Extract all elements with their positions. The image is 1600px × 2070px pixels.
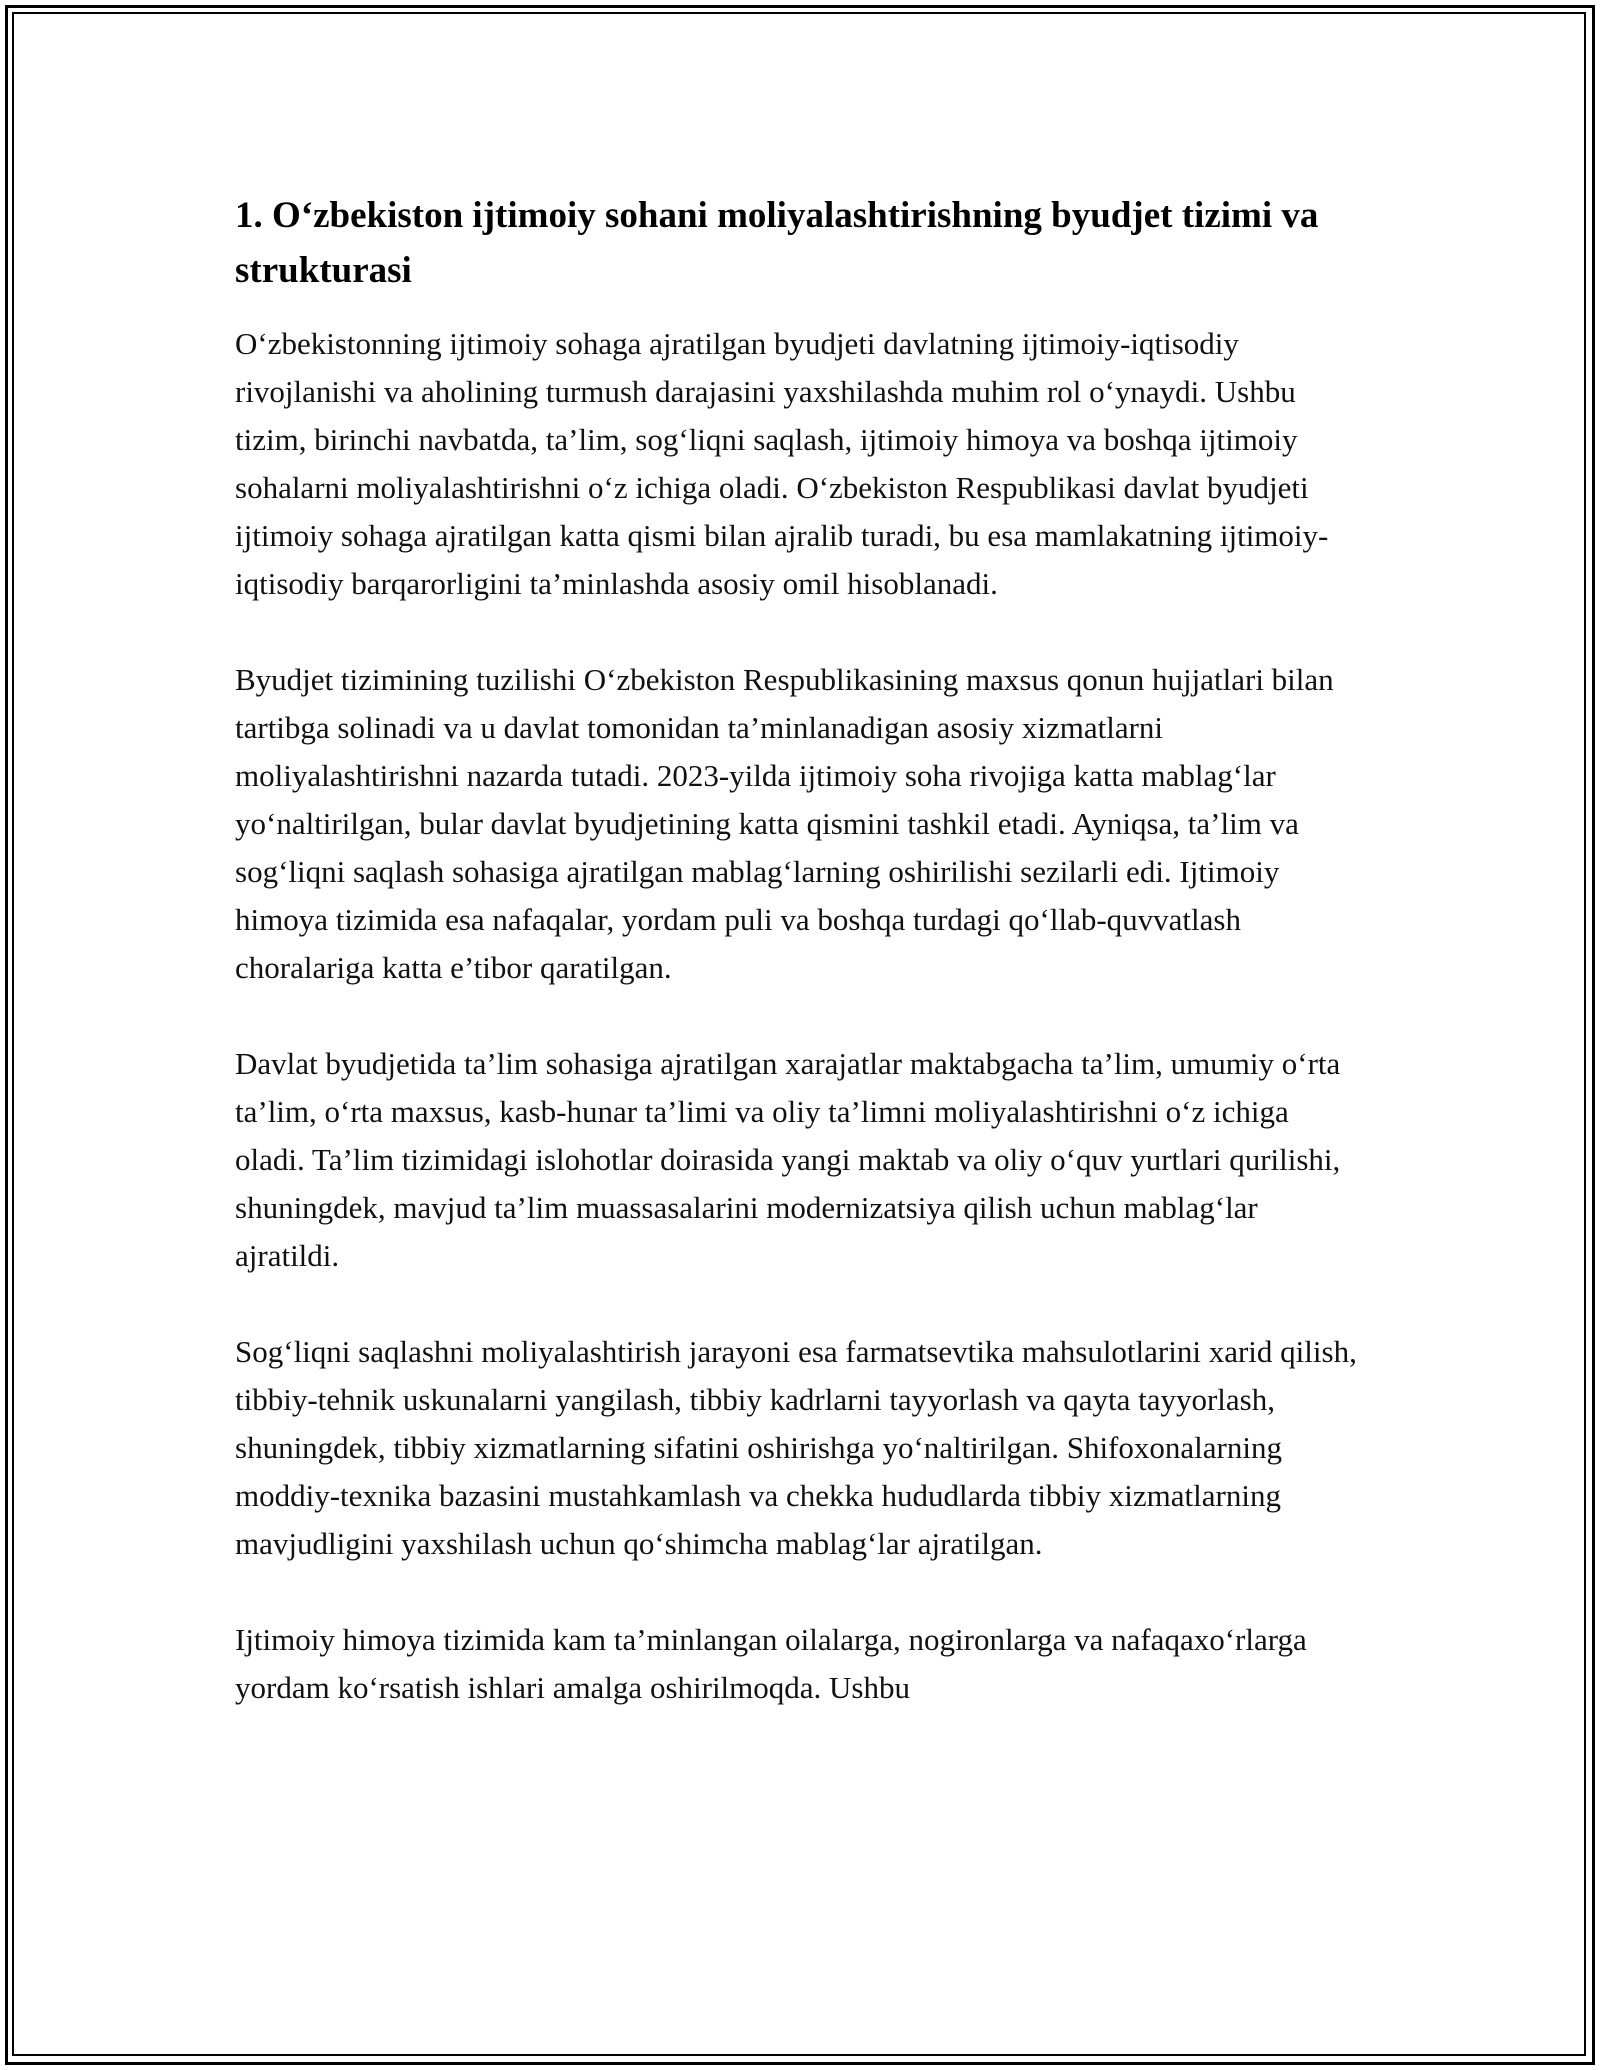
section-heading: 1. O‘zbekiston ijtimoiy sohani moliyalashtirishning byudjet tizimi va strukturasi xyxy=(235,195,1319,291)
paragraph-4: Sog‘liqni saqlashni moliyalashtirish jarayoni esa farmatsevtika mahsulotlarini xarid qilish, tibbiy-tehnik uskunalarni yangilash, tibbiy kadrlarni tayyorlash va qayta tayyorlash, shuningdek, tibbiy xizmatlarning sifatini oshirishga yo‘naltirilgan. Shifoxonalarning moddiy-texnika bazasini mustahkamlash va chekka hududlarda tibbiy xizmatlarning mavjudligini yaxshilash uchun qo‘shimcha mablag‘lar ajratilgan. xyxy=(235,1334,1357,1561)
paragraph-2: Byudjet tizimining tuzilishi O‘zbekiston Respublikasining maxsus qonun hujjatlari bilan tartibga solinadi va u davlat tomonidan ta’minlanadigan asosiy xizmatlarni moliyalashtirishni nazarda tutadi. 2023-yilda ijtimoiy soha rivojiga katta mablag‘lar yo‘naltirilgan, bular davlat byudjetining katta qismini tashkil etadi. Ayniqsa, ta’lim va sog‘liqni saqlash sohasiga ajratilgan mablag‘larning oshirilishi sezilarli edi. Ijtimoiy himoya tizimida esa nafaqalar, yordam puli va boshqa turdagi qo‘llab-quvvatlash choralariga katta e’tibor qaratilgan. xyxy=(235,662,1334,985)
paragraph-3: Davlat byudjetida ta’lim sohasiga ajratilgan xarajatlar maktabgacha ta’lim, umumiy o‘rta ta’lim, o‘rta maxsus, kasb-hunar ta’limi va oliy ta’limni moliyalashtirishni o‘z ichiga oladi. Ta’lim tizimidagi islohotlar doirasida yangi maktab va oliy o‘quv yurtlari qurilishi, shuningdek, mavjud ta’lim muassasalarini modernizatsiya qilish uchun mablag‘lar ajratildi. xyxy=(235,1046,1341,1273)
paragraph-1: O‘zbekistonning ijtimoiy sohaga ajratilgan byudjeti davlatning ijtimoiy-iqtisodiy rivojlanishi va aholining turmush darajasini yaxshilashda muhim rol o‘ynaydi. Ushbu tizim, birinchi navbatda, ta’lim, sog‘liqni saqlash, ijtimoiy himoya va boshqa ijtimoiy sohalarni moliyalashtirishni o‘z ichiga oladi. O‘zbekiston Respublikasi davlat byudjeti ijtimoiy sohaga ajratilgan katta qismi bilan ajralib turadi, bu esa mamlakatning ijtimoiy-iqtisodiy barqarorligini ta’minlashda asosiy omil hisoblanadi. xyxy=(235,326,1329,601)
paragraph-5: Ijtimoiy himoya tizimida kam ta’minlangan oilalarga, nogironlarga va nafaqaxo‘rlarga yordam ko‘rsatish ishlari amalga oshirilmoqda. Ushbu xyxy=(235,1622,1307,1705)
document-body xyxy=(235,188,1365,1712)
